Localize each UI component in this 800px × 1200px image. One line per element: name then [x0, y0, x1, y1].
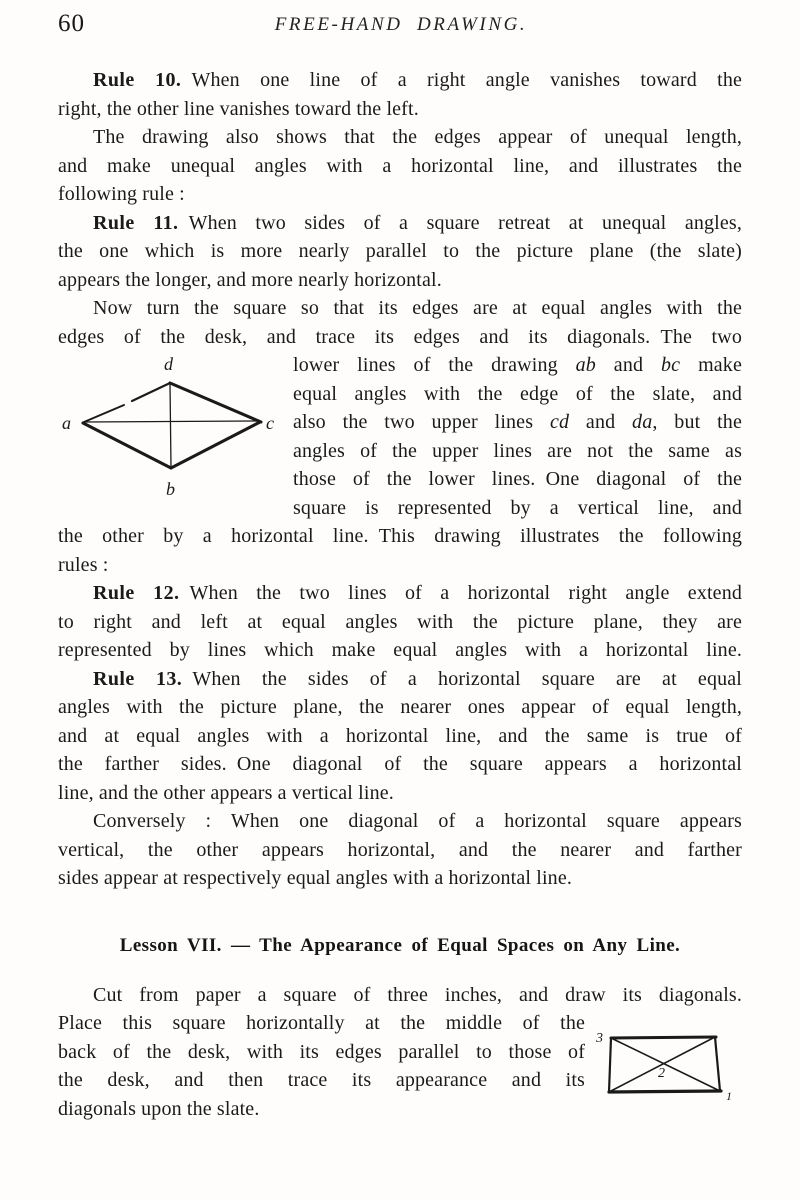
text-line: angles with the picture plane, the nearer ones appear of equal length, — [58, 696, 742, 718]
paragraph-drawing-shows — [58, 123, 742, 209]
paragraph-turn-square — [58, 294, 742, 579]
paragraph-rule-12 — [58, 579, 742, 665]
text-line: Place this square horizontally at the middle of the — [58, 1012, 585, 1034]
text-line: rules : — [58, 553, 109, 576]
figure-label-1: 1 — [726, 1089, 732, 1103]
text-line: to right and left at equal angles with the picture plane, they are — [58, 610, 742, 633]
text-line: Now turn the square so that its edges are at equal angles with the — [93, 297, 742, 319]
text-line: equal angles with the edge of the slate, and — [293, 382, 742, 405]
text-line: represented by lines which make equal angles with a horizontal line. — [58, 639, 742, 661]
text-line: also the two upper lines cd and da, but the — [293, 411, 742, 433]
text-line: Rule 10. When one line of a right angle vanishes toward the — [93, 69, 742, 91]
text-line: Rule 13. When the sides of a horizontal square are at equal — [93, 667, 742, 690]
text-line: and at equal angles with a horizontal line, and the same is true of — [58, 724, 742, 747]
text-line: Rule 11. When two sides of a square retreat at unequal angles, — [93, 211, 742, 234]
rectangle-figure-wrap — [58, 1009, 742, 1103]
text-line: the one which is more nearly parallel to the picture plane (the slate) — [58, 240, 742, 262]
text-line: lower lines of the drawing ab and bc make — [293, 354, 742, 376]
figure-label-b: b — [166, 479, 175, 499]
diamond-figure — [54, 343, 294, 507]
text-line: sides appear at respectively equal angles with a horizontal line. — [58, 867, 573, 889]
paragraph-lesson-intro — [58, 981, 742, 1124]
text-line: vertical, the other appears horizontal, and the nearer and farther — [58, 838, 742, 861]
text-line: angles of the upper lines are not the same as — [293, 439, 742, 462]
text-line: Conversely : When one diagonal of a horizontal square appears — [93, 810, 742, 832]
page-header — [58, 8, 744, 44]
text-column — [58, 66, 742, 1123]
rectangle-figure — [592, 1023, 742, 1105]
figure-label-2: 2 — [658, 1066, 665, 1081]
text-line: Rule 12. When the two lines of a horizontal right angle extend — [93, 582, 742, 604]
lesson-intro-full-line — [58, 981, 742, 1010]
text-line: and make unequal angles with a horizontal line, and illustrates the — [58, 154, 742, 177]
lesson-intro-wrapped-lines — [58, 1009, 585, 1095]
text-line: square is represented by a vertical line, and — [293, 496, 742, 519]
text-line: the other by a horizontal line. This drawing illustrates the following — [58, 525, 742, 547]
paragraph-conversely — [58, 807, 742, 893]
figure-label-a: a — [62, 413, 71, 433]
text-line: The drawing also shows that the edges appear of unequal length, — [93, 126, 742, 148]
paragraph-rule-13 — [58, 665, 742, 808]
text-line: back of the desk, with its edges parallel to those of — [58, 1040, 585, 1063]
text-line: diagonals upon the slate. — [58, 1097, 260, 1120]
text-line: Cut from paper a square of three inches, and draw its diagonals. — [93, 983, 742, 1006]
turn-square-full-lines-bottom — [58, 522, 742, 579]
text-line: right, the other line vanishes toward the left. — [58, 97, 419, 120]
figure-label-3: 3 — [596, 1031, 603, 1046]
paragraph-rule-11 — [58, 209, 742, 295]
text-line: line, and the other appears a vertical line. — [58, 781, 394, 804]
text-line: edges of the desk, and trace its edges and its diagonals. The two — [58, 325, 742, 348]
running-title: FREE-HAND DRAWING. — [274, 14, 528, 35]
paragraph-rule-10 — [58, 66, 742, 123]
text-line: following rule : — [58, 183, 185, 205]
text-line: the desk, and then trace its appearance and its — [58, 1069, 585, 1091]
diamond-figure-wrap — [58, 351, 742, 522]
figure-label-c: c — [266, 413, 274, 433]
text-line: appears the longer, and more nearly horizontal. — [58, 268, 442, 291]
page-number: 60 — [58, 10, 85, 37]
figure-label-d: d — [164, 354, 173, 374]
lesson-heading: Lesson VII. — The Appearance of Equal Spaces on Any Line. — [119, 934, 681, 956]
text-line: those of the lower lines. One diagonal of the — [293, 468, 742, 490]
text-line: the farther sides. One diagonal of the square appears a horizontal — [58, 753, 742, 775]
turn-square-wrapped-lines — [293, 351, 742, 522]
